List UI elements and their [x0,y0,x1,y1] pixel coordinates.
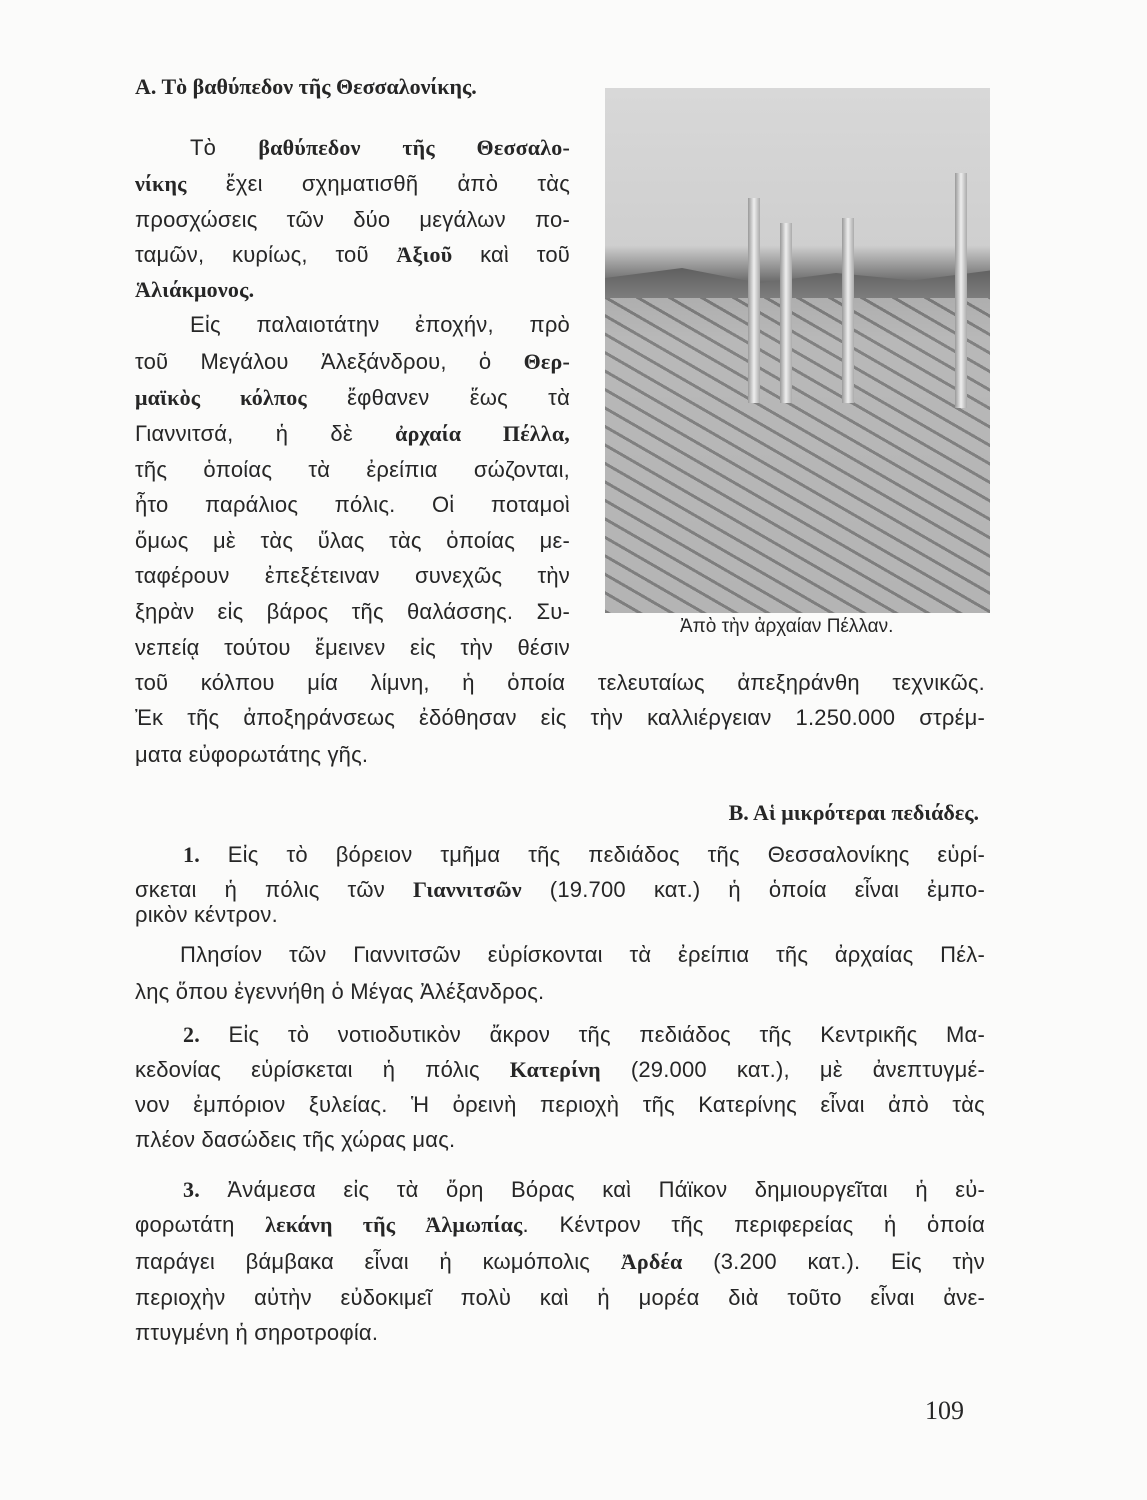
text-segment: Εἰς τὸ νοτιοδυτικὸν ἄκρον τῆς πεδιάδος τῆς Κεντρικῆς Μα- [199,1022,985,1047]
text-line [183,1021,985,1049]
bold-term: νίκης [135,171,187,196]
text-segment: φορωτάτη [135,1212,266,1237]
text-line [135,1091,985,1119]
text-line [135,1284,985,1312]
text-segment: ταμῶν, κυρίως, τοῦ [135,242,397,267]
text-line [135,491,570,519]
text-segment: παράγει βάμβακα εἶναι ἡ κωμόπολις [135,1249,621,1274]
text-segment: Ἀνάμεσα εἰς τὰ ὄρη Βόρας καὶ Πάϊκον δημιουργεῖται ἡ εὐ- [199,1177,985,1202]
text-line [135,901,985,929]
text-line [135,1211,985,1239]
text-segment: Εἰς παλαιοτάτην ἐποχήν, πρὸ [190,312,570,337]
text-line [135,527,570,555]
bold-term: λεκάνη τῆς Ἀλμωπίας [265,1212,523,1237]
bold-term: Ἁλιάκμονος. [135,277,255,302]
text-segment: προσχώσεις τῶν δύο μεγάλων πο- [135,207,570,232]
text-segment: ἦτο παράλιος πόλις. Οἱ ποταμοὶ [135,492,570,517]
section-b-title: Β. Αἱ μικρότεραι πεδιάδες. [728,800,979,825]
bold-term: 3. [183,1177,200,1202]
text-line [135,241,570,269]
text-segment: τοῦ Μεγάλου Ἀλεξάνδρου, ὁ [135,349,524,374]
text-segment: κεδονίας εὑρίσκεται ἡ πόλις [135,1057,510,1082]
text-segment: (29.000 κατ.), μὲ ἀνεπτυγμέ- [600,1057,985,1082]
text-line [135,669,985,697]
text-line [135,170,570,198]
photo-ancient-pella [605,88,990,613]
text-line [135,562,570,590]
text-segment: ὅμως μὲ τὰς ὕλας τὰς ὁποίας με- [135,528,570,553]
text-segment: τοῦ κόλπου μία λίμνη, ἡ ὁποία τελευταίως ἀπεξηράνθη τεχνικῶς. [135,670,985,695]
text-segment: νεπείᾳ τούτου ἔμεινεν εἰς τὴν θέσιν [135,635,570,660]
bold-term: μαϊκὸς κόλπος [135,385,307,410]
photo-column [842,218,854,403]
section-a-title: Α. Τὸ βαθύπεδον τῆς Θεσσαλονίκης. [135,74,477,99]
bold-term: 1. [183,842,200,867]
text-segment: λης ὅπου ἐγεννήθη ὁ Μέγας Ἀλέξανδρος. [135,979,545,1004]
text-segment: ταφέρουν ἐπεξέτειναν συνεχῶς τὴν [135,563,570,588]
bold-term: 2. [183,1022,200,1047]
bold-term: Ἀρδέα [620,1249,683,1274]
text-line [135,348,570,376]
text-segment: ἔφθανεν ἕως τὰ [306,385,570,410]
text-segment: σκεται ἡ πόλις τῶν [135,877,413,902]
text-line [135,1126,985,1154]
text-line [135,420,570,448]
text-segment: Τὸ [190,135,259,160]
text-segment: Εἰς τὸ βόρειον τμῆμα τῆς πεδιάδος τῆς Θεσσαλονίκης εὑρί- [199,842,985,867]
text-line [135,876,985,904]
text-line [135,384,570,412]
text-segment: ρικὸν κέντρον. [135,902,278,927]
text-line [135,1248,985,1276]
figure-caption: Ἀπὸ τὴν ἀρχαίαν Πέλλαν. [680,616,894,637]
text-segment: καὶ τοῦ [452,242,570,267]
text-line [135,634,570,662]
bold-term: Γιαννιτσῶν [412,877,522,902]
page-number: 109 [925,1396,964,1425]
text-line [135,276,570,304]
text-line [135,206,570,234]
text-line [135,704,985,732]
text-line [190,311,570,339]
text-line [135,741,985,769]
text-segment: (3.200 κατ.). Εἰς τὴν [682,1249,986,1274]
photo-column [780,223,792,403]
text-segment: πλέον δασώδεις τῆς χώρας μας. [135,1127,456,1152]
bold-term: ἀρχαία Πέλλα, [395,421,570,446]
text-line [135,978,985,1006]
bold-term: βαθύπεδον τῆς Θεσσαλο- [258,135,570,160]
text-segment: νον ἐμπόριον ξυλείας. Ἡ ὀρεινὴ περιοχὴ τῆς Κατερίνης εἶναι ἀπὸ τὰς [135,1092,985,1117]
photo-column [748,198,760,403]
text-line [135,456,570,484]
text-segment: πτυγμένη ἡ σηροτροφία. [135,1320,379,1345]
text-line [183,1176,985,1204]
text-segment: ξηρὰν εἰς βάρος τῆς θαλάσσης. Συ- [135,599,570,624]
bold-term: Ἀξιοῦ [396,242,453,267]
bold-term: Θερ- [523,349,570,374]
text-line [135,1319,985,1347]
text-segment: περιοχὴν αὐτὴν εὐδοκιμεῖ πολὺ καὶ ἡ μορέα διὰ τοῦτο εἶναι ἀνε- [135,1285,985,1310]
text-segment: Πλησίον τῶν Γιαννιτσῶν εὑρίσκονται τὰ ἐρείπια τῆς ἀρχαίας Πέλ- [180,942,985,967]
text-line [190,134,570,162]
text-segment: (19.700 κατ.) ἡ ὁποία εἶναι ἐμπο- [521,877,985,902]
text-line [183,841,985,869]
text-segment: ματα εὐφορωτάτης γῆς. [135,742,369,767]
text-line [180,941,985,969]
bold-term: Κατερίνη [509,1057,601,1082]
text-segment: ἔχει σχηματισθῆ ἀπὸ τὰς [186,171,570,196]
photo-mosaic-floor [605,298,990,613]
text-segment: τῆς ὁποίας τὰ ἐρείπια σώζονται, [135,457,570,482]
text-segment: Γιαννιτσά, ἡ δὲ [135,421,396,446]
text-segment: Ἐκ τῆς ἀποξηράνσεως ἐδόθησαν εἰς τὴν καλλιέργειαν 1.250.000 στρέμ- [135,705,985,730]
text-line [135,1056,985,1084]
photo-column [955,173,967,408]
text-segment: . Κέντρον τῆς περιφερείας ἡ ὁποία [522,1212,985,1237]
text-line [135,598,570,626]
